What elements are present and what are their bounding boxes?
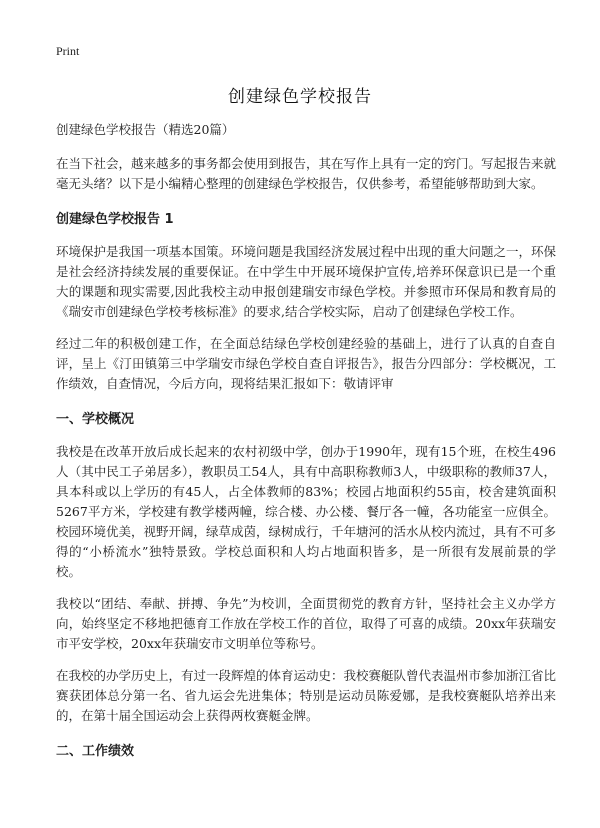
document-body <box>56 120 556 774</box>
document-title: 创建绿色学校报告 <box>228 87 372 107</box>
paragraph-5: 在我校的办学历史上，有过一段辉煌的体育运动史：我校赛艇队曾代表温州市参加浙江省比赛获团体总分第一名、省九运会先进集体；特别是运动员陈爱娜，是我校赛艇队培养出来的，在第十届全国运动会上获得两枚赛艇金牌。 <box>56 668 557 723</box>
heading-work-performance: 二、工作绩效 <box>56 744 135 759</box>
paragraph-1: 环境保护是我国一项基本国策。环境问题是我国经济发展过程中出现的重大问题之一，环保是社会经济持续发展的重要保证。在中学生中开展环境保护宣传,培养环保意识已是一个重大的课题和现实需要,因此我校主动申报创建瑞安市绿色学校。并参照市环保局和教育局的《瑞安市创建绿色学校考核标准》的要求,结合学校实际，启动了创建绿色学校工作。 <box>56 244 557 319</box>
document-subtitle: 创建绿色学校报告（精选20篇） <box>56 122 235 137</box>
intro-paragraph: 在当下社会，越来越多的事务都会使用到报告，其在写作上具有一定的窍门。写起报告来就毫无头绪？以下是小编精心整理的创建绿色学校报告，仅供参考，希望能够帮助到大家。 <box>56 156 557 191</box>
paragraph-3: 我校是在改革开放后成长起来的农村初级中学，创办于1990年，现有15个班，在校生496人（其中民工子弟居多），教职员工54人，具有中高职称教师3人，中级职称的教师37人，具本科或以上学历的有45人，占全体教师的83%；校园占地面积约55亩，校舍建筑面积5267平方米，学校建有教学楼两幢，综合楼、办公楼、餐厅各一幢，各功能室一应俱全。校园环境优美，视野开阔，绿草成茵，绿树成行，千年塘河的活水从校内流过，具有不可多得的“小桥流水”独特景致。学校总面积和人均占地面积皆多，是一所很有发展前景的学校。 <box>56 444 557 579</box>
section-heading: 创建绿色学校报告 1 <box>56 212 174 227</box>
paragraph-2: 经过二年的积极创建工作，在全面总结绿色学校创建经验的基础上，进行了认真的自查自评，呈上《汀田镇第三中学瑞安市绿色学校自查自评报告》，报告分四部分：学校概况，工作绩效，自查情况，今后方向，现将结果汇报如下：敬请评审 <box>56 336 556 391</box>
print-link[interactable]: Print <box>56 44 80 58</box>
heading-school-overview: 一、学校概况 <box>56 412 135 427</box>
paragraph-4: 我校以“团结、奉献、拼搏、争先”为校训，全面贯彻党的教育方针，坚持社会主义办学方向，始终坚定不移地把德育工作放在学校工作的首位，取得了可喜的成绩。20xx年获瑞安市平安学校，20xx年获瑞安市文明单位等称号。 <box>56 596 556 651</box>
